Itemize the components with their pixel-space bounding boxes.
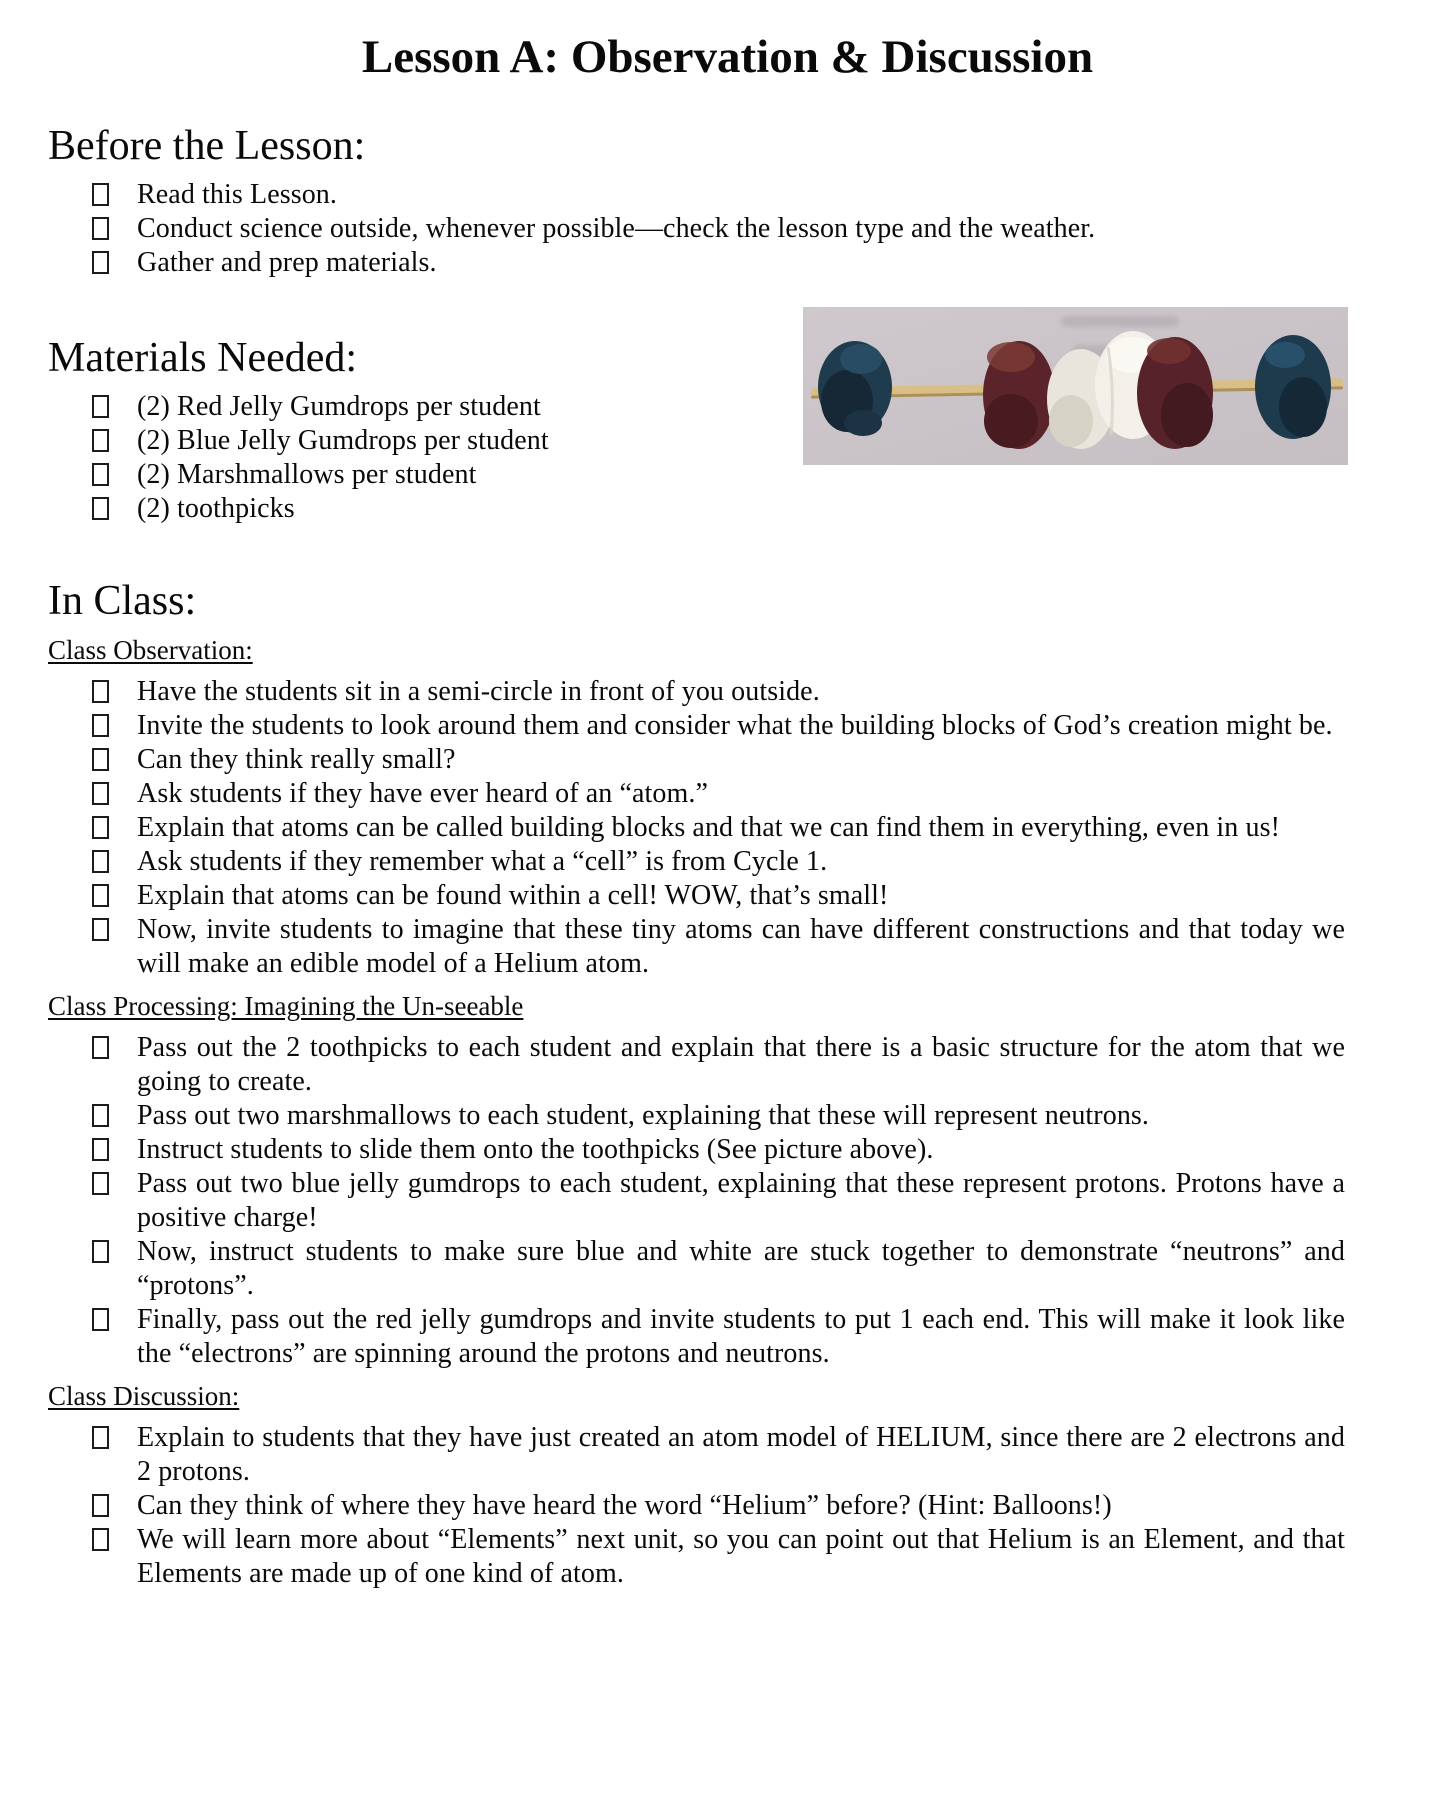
checklist-item-text: Can they think really small? [137,744,456,776]
class-processing-checklist [48,1031,1345,1371]
checkbox-icon [92,884,109,907]
checklist-item [48,1099,1345,1133]
checklist-item [48,879,1345,913]
checklist-item-text: Explain that atoms can be called building blocks and that we can find them in everything, even in us! [137,812,1281,844]
checkbox-icon [92,183,109,206]
checkbox-icon [92,714,109,737]
checkbox-icon [92,816,109,839]
checkbox-icon [92,680,109,703]
checklist-item-text: Conduct science outside, whenever possible—check the lesson type and the weather. [137,212,1096,244]
checkbox-icon [92,748,109,771]
checklist-item-text: Explain that atoms can be found within a cell! WOW, that’s small! [137,880,889,912]
atom-model-photo [803,307,1348,465]
checklist-item [48,246,1345,280]
materials-needed-heading: Materials Needed: [48,334,358,381]
class-discussion-checklist [48,1421,1345,1591]
checklist-item [48,1167,1345,1235]
checkbox-icon [92,850,109,873]
checklist-item [48,709,1345,743]
checklist-item-text: Explain to students that they have just created an atom model of HELIUM, since there are 2 electrons and 2 protons. [137,1422,1345,1488]
checkbox-icon [92,497,109,520]
checkbox-icon [92,1494,109,1517]
checkbox-icon [92,1240,109,1263]
checklist-item [48,1489,1345,1523]
checklist-item [48,1303,1345,1371]
checklist-item [48,675,1345,709]
checklist-item [48,1523,1345,1591]
checklist-item-text: Have the students sit in a semi-circle in front of you outside. [137,676,820,708]
checklist-item-text: (2) Red Jelly Gumdrops per student [137,391,541,423]
checklist-item-text: Gather and prep materials. [137,246,437,278]
checklist-item-text: Read this Lesson. [137,178,338,210]
checklist-item-text: Now, instruct students to make sure blue and white are stuck together to demonstrate “neutrons” and “protons”. [137,1236,1345,1302]
atom-model-illustration [803,307,1348,465]
checkbox-icon [92,782,109,805]
class-discussion-heading: Class Discussion: [48,1381,240,1412]
document-title: Lesson A: Observation & Discussion [361,31,1094,83]
before-lesson-checklist [48,178,1345,280]
checklist-item-text: Now, invite students to imagine that these tiny atoms can have different constructions and that today we will make an edible model of a Helium atom. [137,914,1345,980]
checklist-item [48,492,1345,526]
checkbox-icon [92,1308,109,1331]
checklist-item [48,913,1345,981]
class-observation-checklist [48,675,1345,981]
checklist-item [48,743,1345,777]
checklist-item [48,1421,1345,1489]
checkbox-icon [92,1172,109,1195]
checklist-item-text: Ask students if they have ever heard of an “atom.” [137,778,709,810]
checklist-item-text: Instruct students to slide them onto the toothpicks (See picture above). [137,1134,934,1166]
checkbox-icon [92,463,109,486]
checkbox-icon [92,217,109,240]
section-in-class [48,577,1345,1591]
checklist-item [48,1235,1345,1303]
checkbox-icon [92,395,109,418]
checklist-item-text: Pass out two blue jelly gumdrops to each student, explaining that these represent protons. Protons have a positive charge! [137,1168,1345,1234]
checklist-item [48,1133,1345,1167]
checklist-item [48,1031,1345,1099]
checkbox-icon [92,251,109,274]
checklist-item-text: Pass out the 2 toothpicks to each student and explain that there is a basic structure for the atom that we going to create. [137,1032,1345,1098]
checklist-item-text: (2) Marshmallows per student [137,459,477,491]
red-gumdrop-left [983,341,1055,449]
checkbox-icon [92,1528,109,1551]
checklist-item [48,845,1345,879]
checklist-item [48,777,1345,811]
before-lesson-heading: Before the Lesson: [48,122,366,169]
checklist-item-text: We will learn more about “Elements” next unit, so you can point out that Helium is an Element, and that Elements are made up of one kind of atom. [137,1524,1345,1590]
checkbox-icon [92,429,109,452]
checkbox-icon [92,918,109,941]
checklist-item-text: Can they think of where they have heard the word “Helium” before? (Hint: Balloons!) [137,1490,1112,1522]
checkbox-icon [92,1426,109,1449]
checklist-item-text: (2) Blue Jelly Gumdrops per student [137,425,549,457]
checklist-item-text: (2) toothpicks [137,493,295,525]
checkbox-icon [92,1104,109,1127]
checklist-item-text: Finally, pass out the red jelly gumdrops and invite students to put 1 each end. This will make it look like the “electrons” are spinning around the protons and neutrons. [137,1304,1345,1370]
checklist-item-text: Ask students if they remember what a “cell” is from Cycle 1. [137,846,828,878]
checkbox-icon [92,1138,109,1161]
checklist-item [48,811,1345,845]
red-gumdrop-right [1137,337,1213,449]
checkbox-icon [92,1036,109,1059]
checklist-item-text: Pass out two marshmallows to each student, explaining that these will represent neutrons. [137,1100,1150,1132]
blue-gumdrop-right [1255,335,1331,439]
checklist-item [48,212,1345,246]
in-class-heading: In Class: [48,578,197,625]
checklist-item [48,178,1345,212]
class-observation-heading: Class Observation: [48,635,253,666]
checklist-item-text: Invite the students to look around them and consider what the building blocks of God’s creation might be. [137,710,1333,742]
section-before-lesson [48,122,1345,280]
blue-gumdrop-left [818,341,892,436]
class-processing-heading: Class Processing: Imagining the Un-seeable [48,991,524,1022]
